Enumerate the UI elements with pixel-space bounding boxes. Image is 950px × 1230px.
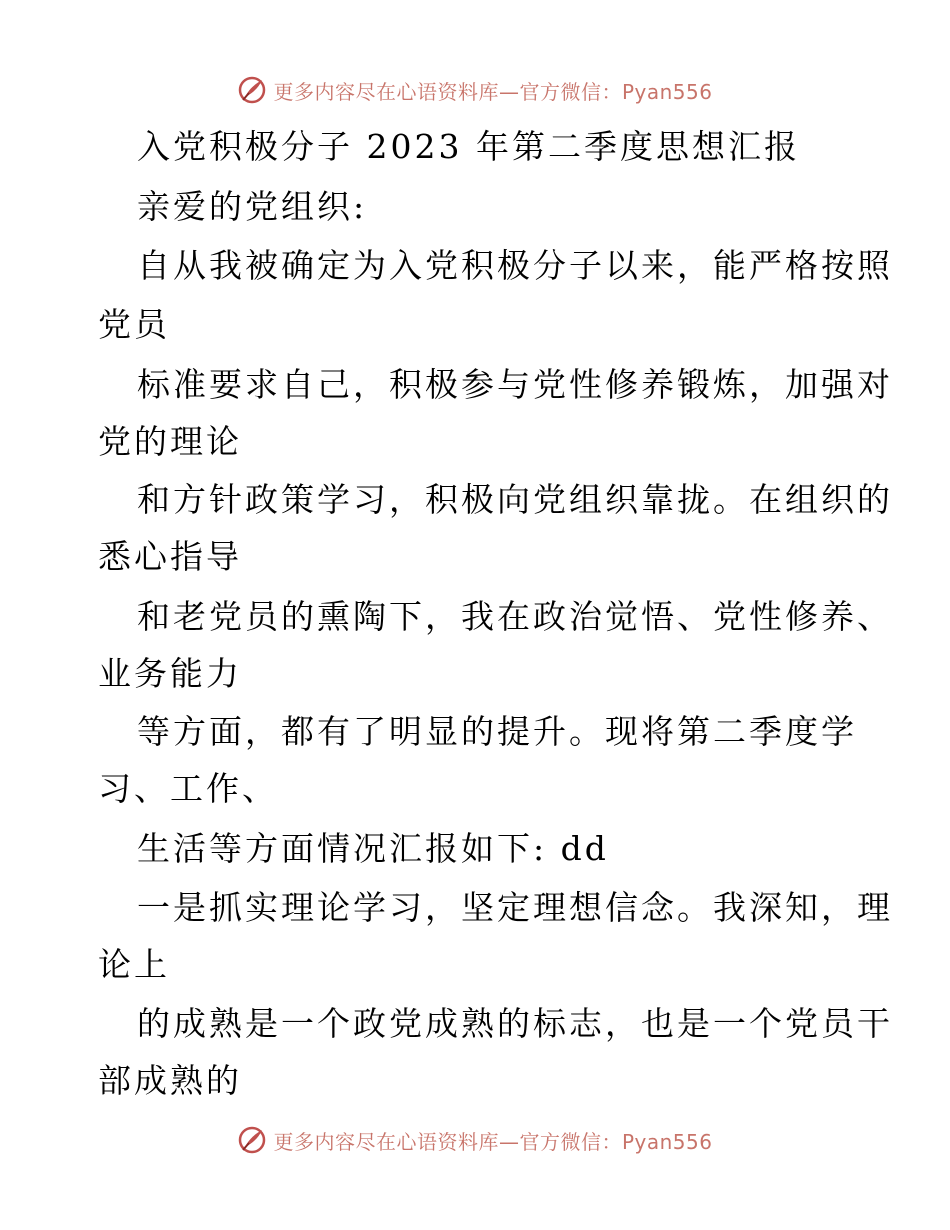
paragraph-line: 自从我被确定为入党积极分子以来，能严格按照	[137, 246, 893, 285]
paragraph-line: 党的理论	[98, 422, 242, 461]
paragraph-line: 悉心指导	[98, 537, 242, 576]
paragraph-line: 党员	[98, 305, 170, 344]
footer-watermark	[0, 1120, 950, 1160]
paragraph-line: 部成熟的	[98, 1061, 242, 1100]
paragraph-line: 的成熟是一个政党成熟的标志，也是一个党员干	[137, 1004, 893, 1043]
salutation: 亲爱的党组织:	[137, 187, 368, 226]
paragraph-line: 和老党员的熏陶下，我在政治觉悟、党性修养、	[137, 597, 893, 636]
paragraph-line: 等方面，都有了明显的提升。现将第二季度学	[137, 712, 857, 751]
paragraph-line: 论上	[98, 945, 170, 984]
paragraph-line: 生活等方面情况汇报如下: dd	[137, 829, 609, 868]
paragraph-line: 标准要求自己，积极参与党性修养锻炼，加强对	[137, 365, 893, 404]
watermark-text: 更多内容尽在心语资料库—官方微信：Pyan556	[273, 79, 713, 104]
paragraph-line: 和方针政策学习，积极向党组织靠拢。在组织的	[137, 480, 893, 519]
document-title: 入党积极分子 2023 年第二季度思想汇报	[137, 127, 800, 166]
watermark-text: 更多内容尽在心语资料库—官方微信：Pyan556	[273, 1129, 713, 1154]
paragraph-line: 习、工作、	[98, 769, 278, 808]
quill-logo-icon	[237, 1125, 267, 1155]
paragraph-line: 一是抓实理论学习，坚定理想信念。我深知，理	[137, 888, 893, 927]
paragraph-line: 业务能力	[98, 654, 242, 693]
